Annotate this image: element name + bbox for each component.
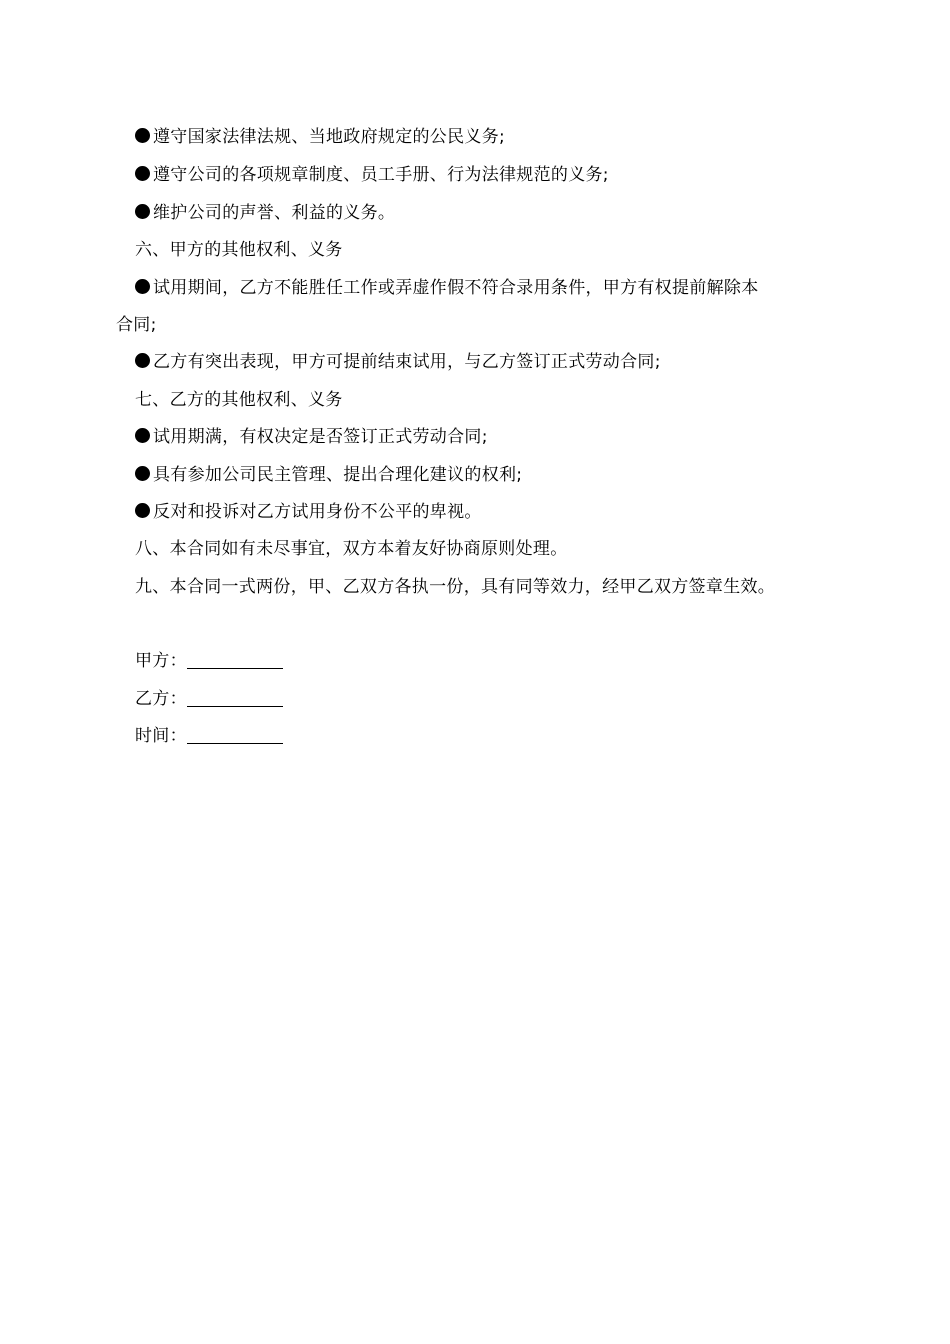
bullet-icon [135,503,150,518]
signature-line-party-b [135,688,283,710]
bullet-icon [135,166,150,181]
clause-text: 反对和投诉对乙方试用身份不公平的卑视。 [153,502,482,522]
signature-line-party-a [135,650,283,672]
clause-line [135,277,759,299]
clause-line [135,464,522,486]
signature-blank[interactable] [187,727,283,744]
clause-line [135,164,609,186]
section-heading-text: 七、乙方的其他权利、义务 [135,390,343,410]
section-heading-text: 八、本合同如有未尽事宜，双方本着友好协商原则处理。 [135,539,568,559]
clause-text: 遵守公司的各项规章制度、员工手册、行为法律规范的义务; [153,165,609,185]
section-heading [135,239,343,261]
clause-line [135,501,482,523]
clause-text: 乙方有突出表现，甲方可提前结束试用，与乙方签订正式劳动合同; [153,352,661,372]
bullet-icon [135,204,150,219]
clause-text: 维护公司的声誉、利益的义务。 [153,203,396,223]
section-heading-text: 九、本合同一式两份，甲、乙双方各执一份，具有同等效力，经甲乙双方签章生效。 [135,577,776,597]
clause-line [135,202,395,224]
signature-label: 甲方： [135,651,187,671]
clause-line [135,426,488,448]
clause-text: 试用期间，乙方不能胜任工作或弄虚作假不符合录用条件，甲方有权提前解除本 [153,278,759,298]
bullet-icon [135,279,150,294]
signature-line-date [135,725,283,747]
clause-text: 合同; [116,315,157,335]
signature-blank[interactable] [187,652,283,669]
bullet-icon [135,466,150,481]
clause-line [135,126,505,148]
clause-text: 具有参加公司民主管理、提出合理化建议的权利; [153,465,523,485]
section-heading-text: 六、甲方的其他权利、义务 [135,240,343,260]
clause-text: 试用期满，有权决定是否签订正式劳动合同; [153,427,488,447]
signature-label: 乙方： [135,689,187,709]
section-heading [135,538,568,560]
bullet-icon [135,428,150,443]
clause-text: 遵守国家法律法规、当地政府规定的公民义务; [153,127,506,147]
bullet-icon [135,353,150,368]
clause-line [135,351,661,373]
section-heading [135,389,343,411]
section-heading [135,576,775,598]
bullet-icon [135,128,150,143]
clause-continuation [116,314,157,336]
signature-blank[interactable] [187,690,283,707]
signature-label: 时间： [135,726,187,746]
